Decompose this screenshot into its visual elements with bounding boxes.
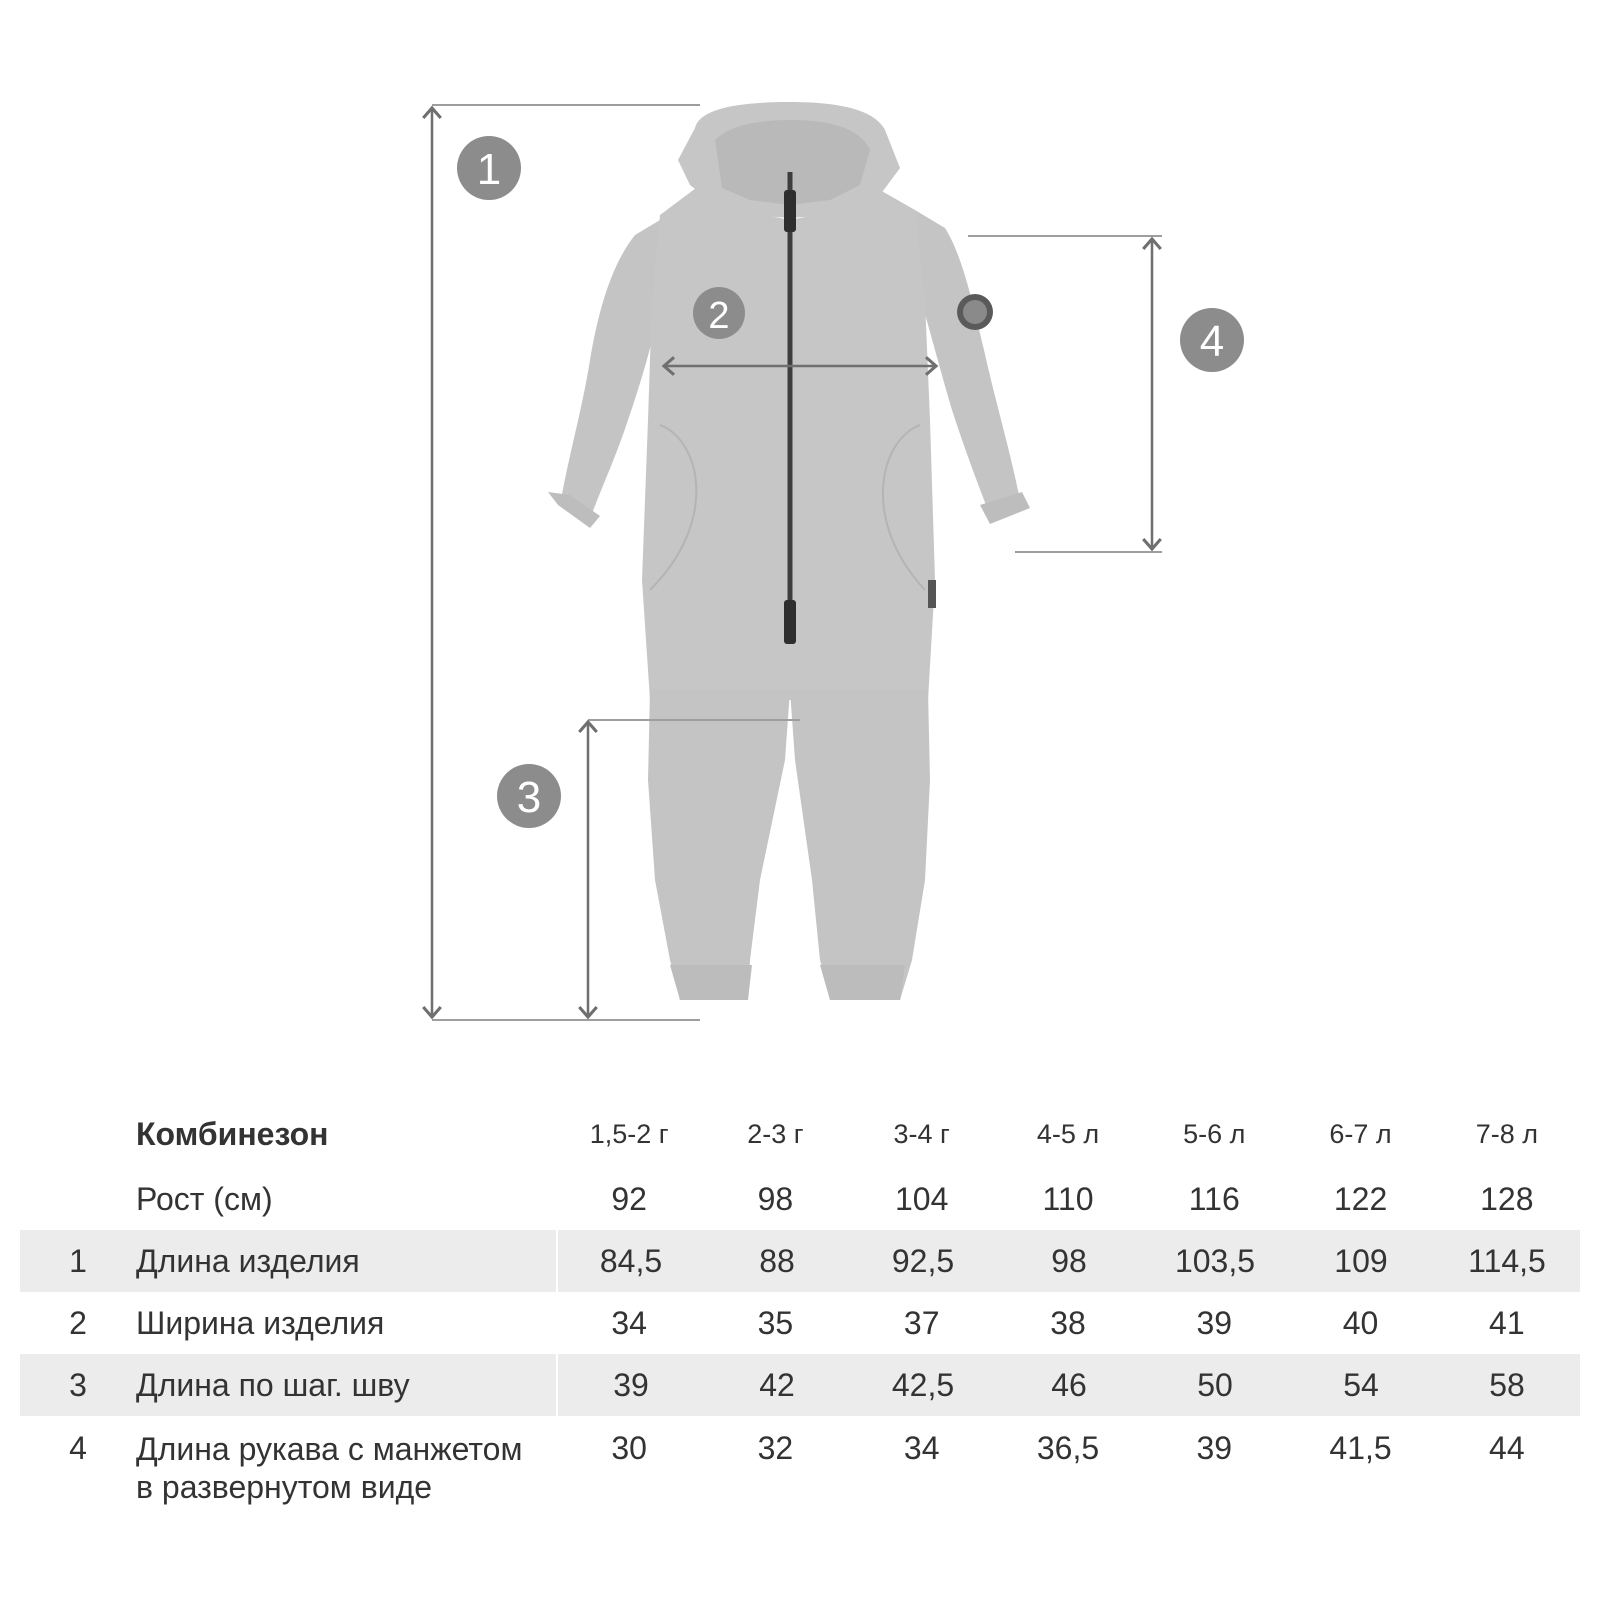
row-label <box>136 1430 556 1506</box>
table-cell: 92 <box>611 1180 647 1217</box>
table-cell: 104 <box>895 1180 949 1217</box>
row-label: Рост (см) <box>136 1181 273 1217</box>
size-header: 1,5-2 г <box>589 1118 669 1149</box>
table-cell: 122 <box>1333 1180 1388 1217</box>
table-cell: 44 <box>1489 1430 1525 1466</box>
svg-text:1: 1 <box>476 145 502 194</box>
jumpsuit-illustration <box>548 102 1030 1000</box>
size-header: 2-3 г <box>747 1118 804 1149</box>
svg-text:3: 3 <box>516 773 542 822</box>
table-title: Комбинезон <box>136 1116 329 1152</box>
table-row-3 <box>20 1354 1580 1416</box>
table-cell: 39 <box>1196 1304 1233 1341</box>
table-cell: 114,5 <box>1468 1242 1546 1279</box>
table-cell: 98 <box>757 1180 794 1217</box>
row-number: 1 <box>69 1242 87 1279</box>
size-header: 5-6 л <box>1183 1118 1246 1149</box>
svg-text:2: 2 <box>708 295 730 337</box>
table-cell: 42 <box>759 1366 795 1403</box>
row-label: Длина по шаг. шву <box>136 1367 410 1403</box>
row-number: 4 <box>69 1430 87 1466</box>
table-cell: 128 <box>1480 1180 1534 1217</box>
zipper-pull-bottom <box>784 600 796 644</box>
row-number: 2 <box>69 1304 87 1341</box>
row-label-line2: в развернутом виде <box>136 1469 433 1505</box>
zipper-pull-top <box>784 190 796 232</box>
table-cell: 41 <box>1489 1304 1525 1341</box>
size-header-row <box>20 1100 1580 1168</box>
size-header: 4-5 л <box>1036 1118 1100 1149</box>
table-cell: 110 <box>1042 1180 1094 1217</box>
right-leg <box>790 690 930 1000</box>
table-row-4 <box>20 1416 1580 1526</box>
size-header: 7-8 л <box>1475 1118 1538 1149</box>
table-cell: 116 <box>1188 1180 1240 1217</box>
table-row-1 <box>20 1230 1580 1292</box>
size-header: 6-7 л <box>1329 1118 1392 1149</box>
table-cell: 54 <box>1343 1366 1379 1403</box>
table-cell: 50 <box>1197 1366 1233 1403</box>
table-cell: 30 <box>611 1430 647 1466</box>
table-cell: 40 <box>1342 1304 1379 1341</box>
table-cell: 98 <box>1051 1242 1087 1279</box>
table-cell: 34 <box>611 1304 647 1341</box>
table-cell: 39 <box>556 1354 704 1416</box>
table-cell: 58 <box>1489 1366 1525 1403</box>
table-cell: 35 <box>757 1304 794 1341</box>
table-cell: 92,5 <box>891 1242 955 1279</box>
side-tag <box>928 580 936 608</box>
table-cell: 32 <box>757 1430 794 1466</box>
table-cell: 41,5 <box>1329 1430 1392 1466</box>
size-header: 3-4 г <box>893 1118 950 1149</box>
left-leg <box>648 690 790 1000</box>
badge-4 <box>1180 308 1244 372</box>
table-cell: 36,5 <box>1036 1430 1100 1466</box>
table-cell: 109 <box>1334 1242 1388 1279</box>
table-row-height <box>20 1168 1580 1230</box>
table-cell: 39 <box>1196 1430 1233 1466</box>
table-cell: 88 <box>759 1242 795 1279</box>
table-cell: 42,5 <box>891 1366 955 1403</box>
table-cell: 34 <box>903 1430 940 1466</box>
badge-2 <box>693 287 745 339</box>
left-leg-cuff <box>670 965 752 1000</box>
row-label: Длина изделия <box>136 1243 360 1279</box>
table-cell: 103,5 <box>1174 1242 1256 1279</box>
row-number: 3 <box>69 1366 87 1403</box>
row-label-line1: Длина рукава с манжетом <box>136 1431 523 1467</box>
table-cell: 46 <box>1051 1366 1087 1403</box>
table-cell: 38 <box>1050 1304 1086 1341</box>
right-leg-cuff <box>820 965 905 1000</box>
row-label: Ширина изделия <box>136 1305 385 1341</box>
table-cell: 37 <box>903 1304 940 1341</box>
badge-3 <box>497 764 561 828</box>
table-row-2 <box>20 1292 1580 1354</box>
table-cell: 84,5 <box>556 1230 704 1292</box>
size-table <box>20 1100 1580 1526</box>
badge-1 <box>457 136 521 200</box>
svg-text:4: 4 <box>1199 317 1225 366</box>
